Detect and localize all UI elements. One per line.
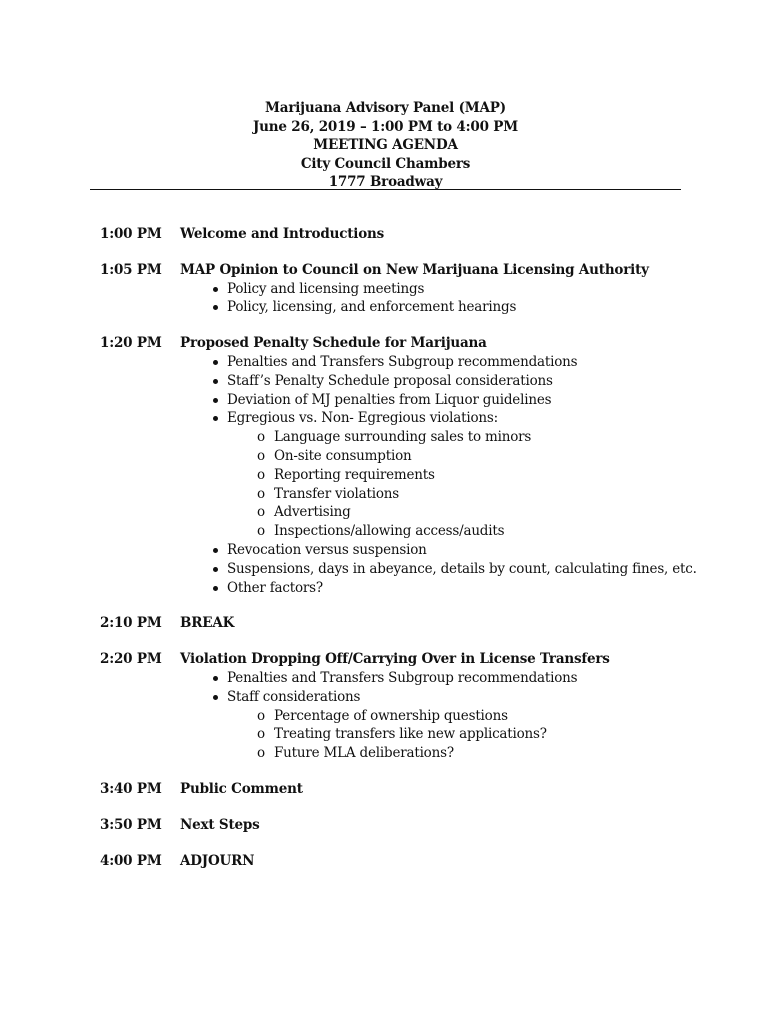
agenda-time: 4:00 PM <box>100 852 162 869</box>
agenda-bullet: Other factors? <box>207 579 700 598</box>
agenda-item <box>100 852 700 871</box>
agenda-bullet: Policy, licensing, and enforcement hearings <box>207 298 700 317</box>
meeting-location: City Council Chambers <box>300 155 471 172</box>
agenda-bullet: Penalties and Transfers Subgroup recommendations <box>207 669 700 688</box>
agenda-bullet: Staff’s Penalty Schedule proposal considerations <box>207 372 700 391</box>
agenda-title: Violation Dropping Off/Carrying Over in License Transfers <box>180 651 610 668</box>
agenda-title: BREAK <box>180 615 235 632</box>
agenda-time: 1:05 PM <box>100 261 162 278</box>
agenda-item <box>100 650 700 763</box>
agenda-sub-bullet: o Future MLA deliberations? <box>254 744 700 763</box>
agenda-bullet: Suspensions, days in abeyance, details by count, calculating fines, etc. <box>207 560 700 579</box>
agenda-list <box>100 225 700 887</box>
agenda-sub-bullet: o Advertising <box>254 503 700 522</box>
agenda-item <box>100 261 700 317</box>
agenda-item <box>100 334 700 597</box>
meeting-address: 1777 Broadway <box>328 174 443 191</box>
agenda-bullet-text: Egregious vs. Non- Egregious violations: <box>227 410 498 427</box>
header-divider <box>90 189 681 190</box>
agenda-sub-bullet: o Treating transfers like new applications? <box>254 725 700 744</box>
agenda-bullet: Policy and licensing meetings <box>207 280 700 299</box>
agenda-title: ADJOURN <box>180 852 255 869</box>
panel-name: Marijuana Advisory Panel (MAP) <box>265 100 506 116</box>
agenda-bullet: Penalties and Transfers Subgroup recommendations <box>207 353 700 372</box>
agenda-time: 1:20 PM <box>100 335 162 352</box>
agenda-time: 1:00 PM <box>100 226 162 242</box>
document-title: MEETING AGENDA <box>313 137 458 154</box>
agenda-bullet <box>207 688 700 763</box>
agenda-sub-bullet: o Reporting requirements <box>254 466 700 485</box>
agenda-sub-bullet: o Language surrounding sales to minors <box>254 428 700 447</box>
agenda-item <box>100 780 700 799</box>
agenda-header <box>90 99 681 192</box>
agenda-time: 3:50 PM <box>100 816 162 833</box>
agenda-time: 3:40 PM <box>100 780 162 797</box>
meeting-date-time: June 26, 2019 – 1:00 PM to 4:00 PM <box>253 118 518 135</box>
agenda-item <box>100 614 700 633</box>
agenda-title: Welcome and Introductions <box>180 226 385 242</box>
agenda-item <box>100 225 700 244</box>
agenda-sub-bullet: o On-site consumption <box>254 447 700 466</box>
agenda-title: MAP Opinion to Council on New Marijuana Licensing Authority <box>180 261 649 278</box>
agenda-bullet-text: Staff considerations <box>227 688 361 705</box>
agenda-sub-bullet: o Inspections/allowing access/audits <box>254 522 700 541</box>
agenda-item <box>100 816 700 835</box>
agenda-bullet <box>207 409 700 541</box>
agenda-time: 2:10 PM <box>100 615 162 632</box>
agenda-time: 2:20 PM <box>100 651 162 668</box>
agenda-bullet: Revocation versus suspension <box>207 541 700 560</box>
agenda-sub-bullet: o Percentage of ownership questions <box>254 707 700 726</box>
agenda-title: Next Steps <box>180 816 260 833</box>
agenda-title: Public Comment <box>180 780 303 797</box>
agenda-sub-bullet: o Transfer violations <box>254 485 700 504</box>
agenda-title: Proposed Penalty Schedule for Marijuana <box>180 335 487 352</box>
agenda-bullet: Deviation of MJ penalties from Liquor guidelines <box>207 391 700 410</box>
